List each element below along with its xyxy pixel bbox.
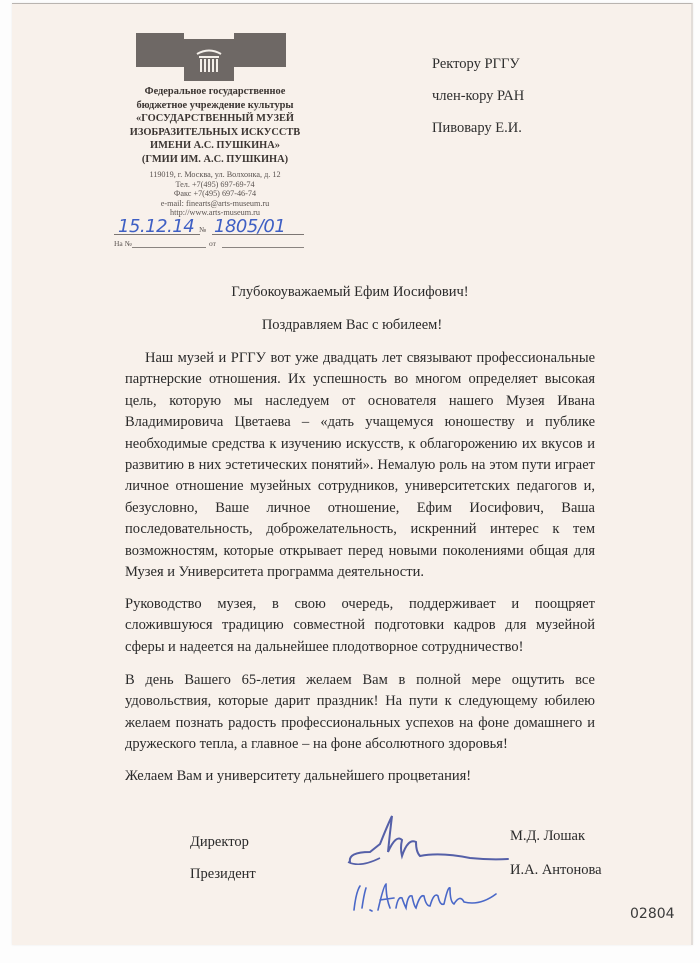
salutation: Глубокоуважаемый Ефим Иосифович! — [231, 284, 469, 300]
signatory-name-director: М.Д. Лошак — [510, 828, 586, 844]
phone: Тел. +7(495) 697-69-74 — [175, 179, 255, 189]
contact-info — [105, 170, 325, 218]
addressee-line: Ректору РГГУ — [432, 56, 520, 72]
org-line: «ГОСУДАРСТВЕННЫЙ МУЗЕЙ — [136, 113, 294, 125]
greeting: Поздравляем Вас с юбилеем! — [261, 317, 443, 333]
body-paragraph: Руководство музея, в свою очередь, поддерживает и поощряет сложившуюся традицию совместной подготовки кадров для музейной сферы и надеется на дальнейшее плодотворное сотрудничество! — [125, 596, 595, 655]
logo-left-block — [136, 33, 184, 67]
signatory-name-president: И.А. Антонова — [510, 862, 602, 878]
serial-number: 02804 — [630, 906, 675, 922]
signatory-title-director: Директор — [190, 834, 249, 850]
org-line: ИМЕНИ А.С. ПУШКИНА» — [150, 140, 280, 152]
handwritten-date: 15.12.14 — [118, 216, 195, 237]
org-line: ИЗОБРАЗИТЕЛЬНЫХ ИСКУССТВ — [129, 126, 301, 138]
org-line: (ГМИИ ИМ. А.С. ПУШКИНА) — [141, 153, 289, 165]
body-paragraph: Наш музей и РГГУ вот уже двадцать лет связывают профессиональные партнерские отношения. Их успешность во многом определяет высокая цель, которую мы наследуем от основателя нашего Музея Ивана Владимировича Цветаева – «дать учащемуся юношеству и публике необходимые средства к изучению искусств, к облагорожению их вкусов и развитию в них эстетических понятий». Немалую роль на этом пути играет личное отношение музейных сотрудников, университетских педагогов и, безусловно, Ваше личное отношение, Ефим Иосифович, Ваша последовательность, доброжелательность, искренний интерес к тем возможностям, которые открывает перед новыми поколениями общая для Музея и Университета программа деятельности. — [125, 350, 595, 581]
email: e-mail: finearts@arts-museum.ru — [160, 198, 270, 208]
reply-to-label: На № — [114, 239, 132, 248]
director-signature-icon — [340, 812, 510, 872]
from-label: от — [209, 239, 216, 248]
reply-to-line — [132, 247, 206, 248]
addressee-line: Пивовару Е.И. — [432, 120, 522, 136]
body-paragraph: В день Вашего 65-летия желаем Вам в полной мере ощутить все удовольствия, которые дарит праздник! На пути к следующему юбилею желаем познать радость профессиональных успехов на фоне домашнего и дружеского тепла, а главное – на фоне абсолютного здоровья! — [125, 672, 595, 753]
addressee-line: член-кору РАН — [432, 88, 525, 104]
org-line: бюджетное учреждение культуры — [136, 99, 294, 111]
number-sign: № — [199, 225, 207, 234]
website: http://www.arts-museum.ru — [170, 208, 260, 218]
address: 119019, г. Москва, ул. Волхонка, д. 12 — [149, 170, 281, 179]
handwritten-number: 1805/01 — [214, 216, 286, 237]
from-line — [222, 247, 304, 248]
museum-building-icon — [196, 47, 222, 75]
organization-name — [105, 85, 325, 167]
logo-right-block — [234, 33, 286, 67]
body-paragraph: Желаем Вам и университету дальнейшего процветания! — [125, 768, 472, 784]
president-signature-icon — [350, 880, 500, 920]
signatory-title-president: Президент — [190, 866, 256, 882]
museum-logo — [136, 33, 286, 81]
org-line: Федеральное государственное — [144, 86, 286, 97]
fax: Факс +7(495) 697-46-74 — [173, 189, 257, 199]
